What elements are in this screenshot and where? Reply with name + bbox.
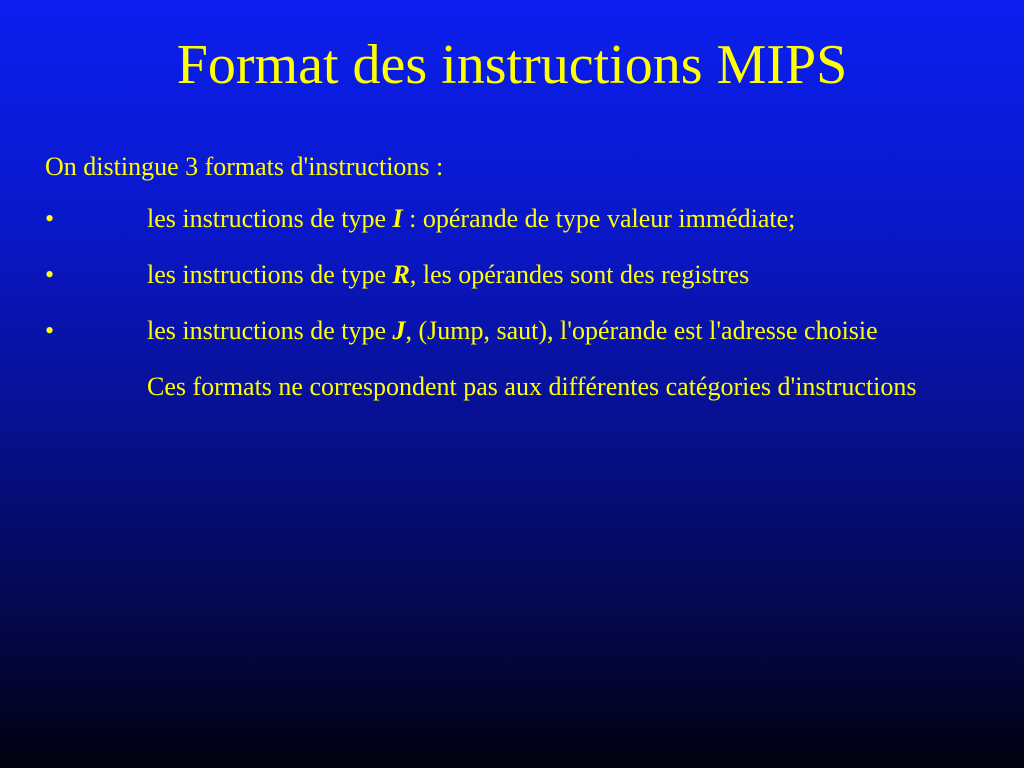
bullet-icon: •	[45, 204, 55, 233]
note-paragraph	[45, 368, 996, 405]
bullet-item-text-before: les instructions de type	[147, 260, 393, 289]
slide-content	[45, 148, 996, 424]
bullet-item-text-after: , les opérandes sont des registres	[409, 260, 750, 289]
slide-title: Format des instructions MIPS	[176, 34, 848, 96]
bullet-item-type-i	[45, 200, 996, 237]
instruction-type-label: I	[392, 204, 403, 233]
instruction-type-label: R	[392, 260, 410, 289]
bullet-icon: •	[45, 316, 55, 345]
bullet-item-text-before: les instructions de type	[147, 316, 393, 345]
bullet-item-type-r	[45, 256, 996, 293]
bullet-icon: •	[45, 260, 55, 289]
intro-text: On distingue 3 formats d'instructions :	[45, 152, 444, 181]
bullet-item-text-before: les instructions de type	[147, 204, 393, 233]
note-text: Ces formats ne correspondent pas aux différentes catégories d'instructions	[147, 372, 917, 401]
instruction-type-label: J	[392, 316, 406, 345]
bullet-item-text-after: : opérande de type valeur immédiate;	[402, 204, 796, 233]
bullet-item-text-after: , (Jump, saut), l'opérande est l'adresse choisie	[405, 316, 878, 345]
bullet-item-type-j	[45, 312, 996, 349]
